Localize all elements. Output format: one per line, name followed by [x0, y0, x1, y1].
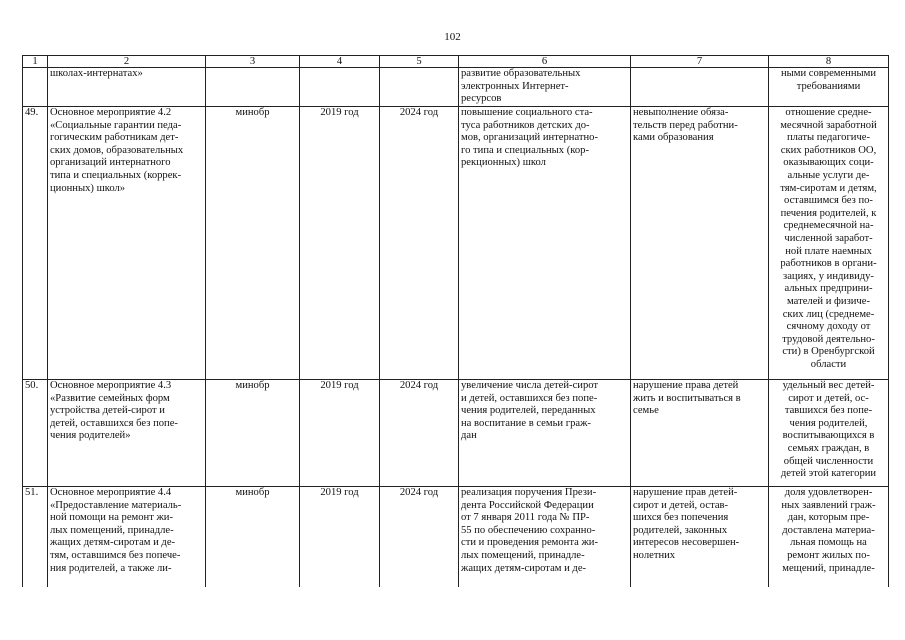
non-implementation-consequence — [631, 68, 769, 107]
start-year: 2019 год — [300, 380, 380, 487]
responsible-executor — [206, 68, 300, 107]
measure-name: Основное мероприятие 4.3 «Развитие семейных форм устройства детей-сирот и детей, оставшихся без попе- чения родителей» — [48, 380, 206, 487]
measure-name: школах-интернатах» — [48, 68, 206, 107]
table-row — [23, 68, 889, 107]
expected-result: увеличение числа детей-сирот и детей, оставшихся без попе- чения родителей, переданных на воспитание в семьи граж- дан — [459, 380, 631, 487]
end-year: 2024 год — [380, 380, 459, 487]
measure-name: Основное мероприятие 4.4 «Предоставление материаль- ной помощи на ремонт жи- лых помещений, принадле- жащих детям-сиротам и де- тям, оставшимся без попече- ния родителей, а также ли- — [48, 487, 206, 588]
table-row — [23, 107, 889, 380]
column-number-row — [23, 56, 889, 68]
expected-result: развитие образовательных электронных Интернет- ресурсов — [459, 68, 631, 107]
start-year — [300, 68, 380, 107]
expected-result: реализация поручения Прези- дента Российской Федерации от 7 января 2011 года № ПР- 55 по обеспечению сохранно- сти и проведения ремонта жи- лых помещений, принадле- жащих детям-сиротам и де- — [459, 487, 631, 588]
column-number: 7 — [631, 56, 769, 68]
measure-name: Основное мероприятие 4.2 «Социальные гарантии педа- гогическим работникам дет- ских домов, образовательных организаций интернатного типа и специальных (коррек- ционных) школ» — [48, 107, 206, 380]
indicator-link: ными современными требованиями — [769, 68, 889, 107]
end-year: 2024 год — [380, 107, 459, 380]
non-implementation-consequence: невыполнение обяза- тельств перед работни- ками образования — [631, 107, 769, 380]
table-row — [23, 380, 889, 487]
column-number: 1 — [23, 56, 48, 68]
responsible-executor: минобр — [206, 380, 300, 487]
indicator-link: удельный вес детей- сирот и детей, ос- тавшихся без попе- чения родителей, воспитывающихся в семьях граждан, в общей численности детей этой категории — [769, 380, 889, 487]
column-number: 3 — [206, 56, 300, 68]
non-implementation-consequence: нарушение прав детей- сирот и детей, остав- шихся без попечения родителей, законных интересов несовершен- нолетних — [631, 487, 769, 588]
column-number: 4 — [300, 56, 380, 68]
end-year: 2024 год — [380, 487, 459, 588]
row-number: 51. — [23, 487, 48, 588]
non-implementation-consequence: нарушение права детей жить и воспитываться в семье — [631, 380, 769, 487]
measures-table — [22, 55, 889, 587]
page-number: 102 — [444, 31, 461, 43]
column-number: 8 — [769, 56, 889, 68]
row-number: 50. — [23, 380, 48, 487]
start-year: 2019 год — [300, 487, 380, 588]
column-number: 5 — [380, 56, 459, 68]
indicator-link: отношение средне- месячной заработной платы педагогиче- ских работников ОО, оказывающих соци- альные услуги де- тям-сиротам и детям, оставшимся без по- печения родителей, к среднемесячной на- численной заработ- ной плате наемных работников в органи- зациях, у индивиду- альных предприни- мателей и физиче- ских лиц (среднеме- сячному доходу от трудовой деятельно- сти) в Оренбургской области — [769, 107, 889, 380]
responsible-executor: минобр — [206, 107, 300, 380]
indicator-link: доля удовлетворен- ных заявлений граж- дан, которым пре- доставлена материа- льная помощь на ремонт жилых по- мещений, принадле- — [769, 487, 889, 588]
end-year — [380, 68, 459, 107]
expected-result: повышение социального ста- туса работников детских до- мов, организаций интернатно- го типа и специальных (кор- рекционных) школ — [459, 107, 631, 380]
row-number: 49. — [23, 107, 48, 380]
column-number: 2 — [48, 56, 206, 68]
start-year: 2019 год — [300, 107, 380, 380]
row-number — [23, 68, 48, 107]
table-row — [23, 487, 889, 588]
column-number: 6 — [459, 56, 631, 68]
responsible-executor: минобр — [206, 487, 300, 588]
